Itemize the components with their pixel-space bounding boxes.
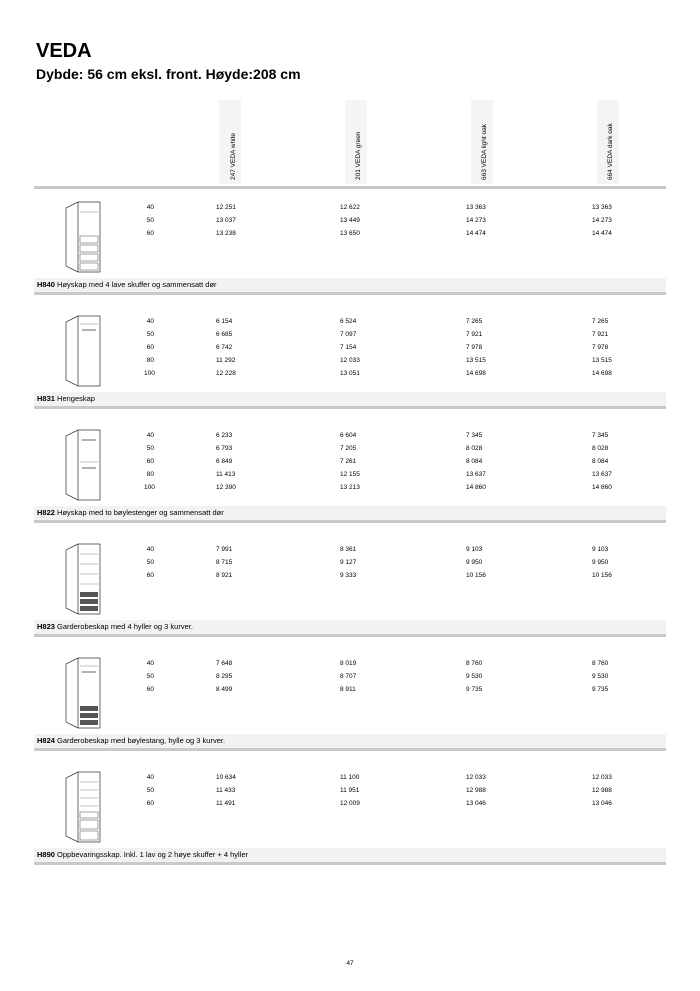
price-row: 50 13 037 13 449 14 273 14 273 [146,217,612,224]
price-row: 40 6 233 6 604 7 345 7 345 [146,432,609,439]
price-row: 50 8 715 9 127 9 950 9 950 [146,559,609,566]
section-label: H831 Hengeskap [37,394,95,403]
column-header-white: 247 VEDA white [230,133,237,180]
price-row: 40 10 634 11 100 12 033 12 033 [146,774,612,781]
price-row: 60 13 238 13 650 14 474 14 474 [146,230,612,237]
price-row: 40 6 154 6 524 7 265 7 265 [146,318,609,325]
section-divider [34,520,666,523]
column-header-light-oak: 663 VEDA light oak [481,123,488,180]
price-row: 60 8 921 9 333 10 156 10 156 [146,572,612,579]
price-row: 80 11 292 12 033 13 515 13 515 [146,357,612,364]
price-row: 100 12 390 13 213 14 860 14 860 [144,484,612,491]
section-label: H822 Høyskap med to bøylestenger og sammensatt dør [37,508,224,517]
section-divider [34,292,666,295]
section-divider [34,634,666,637]
section-divider [34,406,666,409]
section-label-band [34,392,666,406]
column-header-dark-oak: 664 VEDA dark oak [607,123,614,180]
section-label: H840 Høyskap med 4 lave skuffer og sammensatt dør [37,280,217,289]
section-divider [34,862,666,865]
page-subtitle: Dybde: 56 cm eksl. front. Høyde:208 cm [36,66,301,82]
column-header-green: 201 VEDA green [355,131,362,180]
price-row: 60 6 742 7 154 7 978 7 978 [146,344,609,351]
price-row: 60 6 849 7 261 8 084 8 084 [146,458,609,465]
price-row: 40 12 251 12 622 13 363 13 363 [146,204,612,211]
price-row: 80 11 413 12 155 13 637 13 637 [146,471,612,478]
section-label: H890 Oppbevaringsskap. Inkl. 1 lav og 2 høye skuffer + 4 hyller [37,850,249,859]
price-row: 40 7 648 8 019 8 760 8 760 [146,660,609,667]
price-row: 60 11 491 12 009 13 046 13 046 [146,800,612,807]
header-divider [34,186,666,189]
price-row: 50 6 685 7 097 7 921 7 921 [146,331,609,338]
price-row: 50 8 295 8 707 9 530 9 530 [146,673,609,680]
price-row: 60 8 499 8 911 9 735 9 735 [146,686,609,693]
section-label: H824 Garderobeskap med bøylestang, hylle og 3 kurver. [37,736,226,745]
price-row: 50 6 793 7 205 8 028 8 028 [146,445,609,452]
section-divider [34,748,666,751]
section-label: H823 Garderobeskap med 4 hyller og 3 kurver. [37,622,193,631]
price-row: 50 11 433 11 951 12 988 12 988 [146,787,612,794]
price-row: 100 12 228 13 051 14 698 14 698 [144,370,612,377]
price-row: 40 7 991 8 361 9 103 9 103 [146,546,609,553]
page-number: 47 [346,960,354,967]
page-title: VEDA [36,40,92,62]
